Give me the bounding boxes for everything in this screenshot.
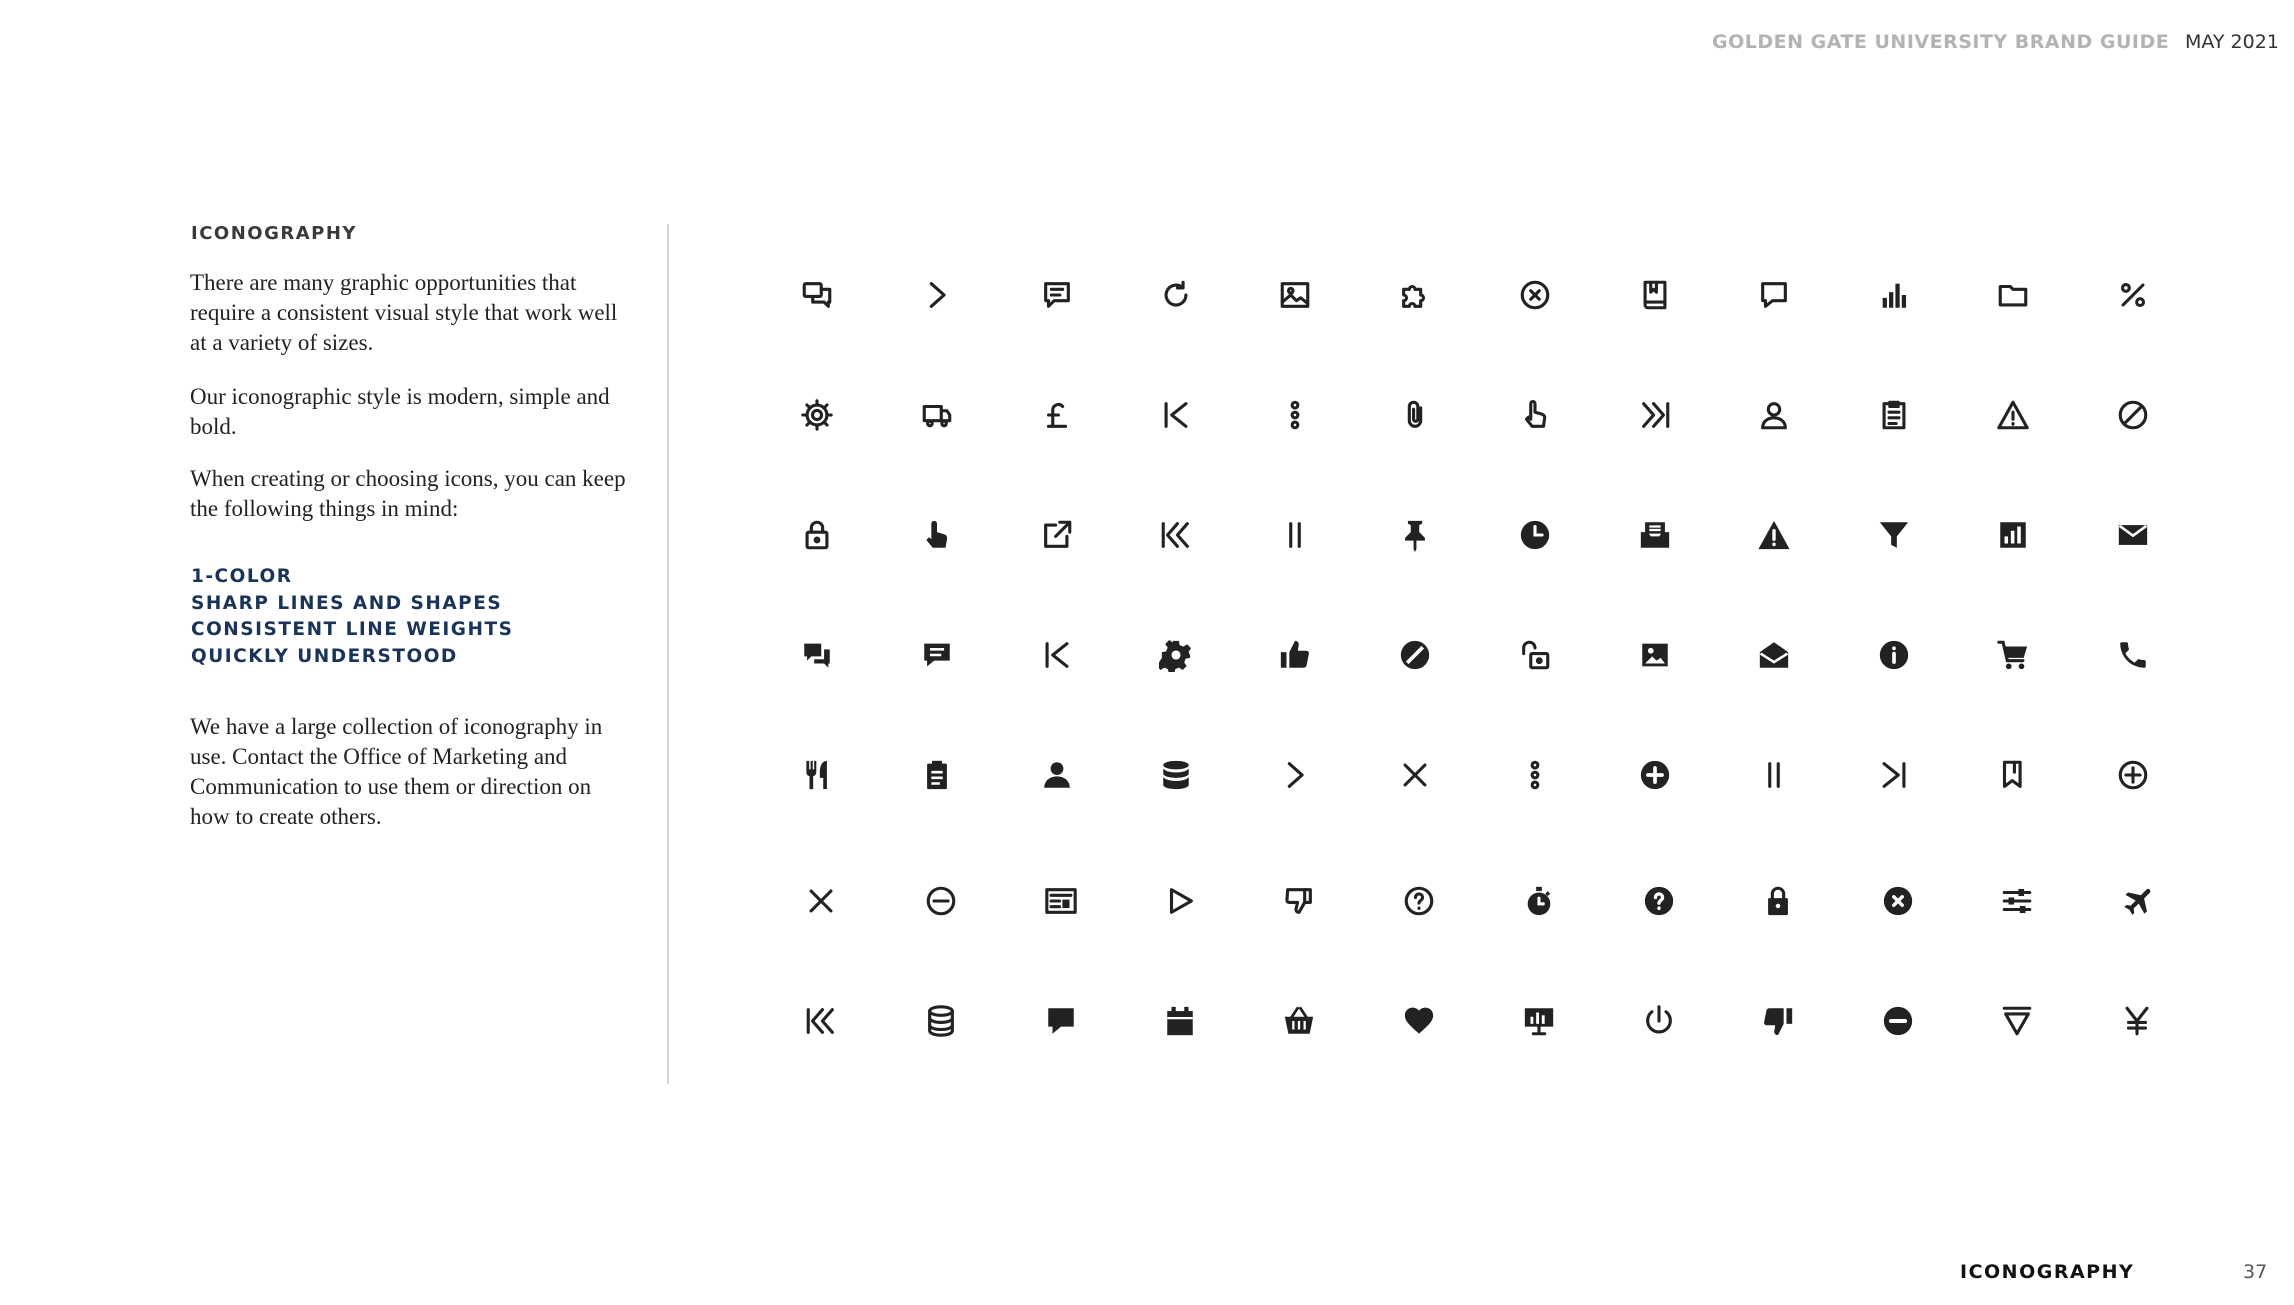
block-solid-icon: [1393, 633, 1437, 677]
mail-icon: [2111, 513, 2155, 557]
pointer-solid-icon: [915, 513, 959, 557]
id-card-icon: [1039, 879, 1083, 923]
triangle-down-icon: [1995, 999, 2039, 1043]
paperclip-icon: [1393, 393, 1437, 437]
close-icon: [799, 879, 843, 923]
puzzle-icon: [1393, 273, 1437, 317]
help-circle-solid-icon: [1637, 879, 1681, 923]
pound-icon: [1035, 393, 1079, 437]
refresh-icon: [1154, 273, 1198, 317]
calendar-icon: [1158, 999, 1202, 1043]
pause-icon: [1752, 753, 1796, 797]
plus-circle-icon: [2111, 753, 2155, 797]
presentation-icon: [1517, 999, 1561, 1043]
database-solid-icon: [1154, 753, 1198, 797]
clock-icon: [1513, 513, 1557, 557]
publication-date: MAY 2021: [2185, 31, 2279, 53]
close-circle-icon: [1513, 273, 1557, 317]
user-icon: [1752, 393, 1796, 437]
heart-icon: [1397, 999, 1441, 1043]
minus-circle-solid-icon: [1876, 999, 1920, 1043]
lock-icon: [795, 513, 839, 557]
inbox-icon: [1633, 513, 1677, 557]
page-number: 37: [2243, 1261, 2268, 1283]
rewind-icon: [799, 999, 843, 1043]
bar-chart-icon: [1872, 273, 1916, 317]
airplane-icon: [2115, 879, 2159, 923]
thumbs-down-icon: [1277, 879, 1321, 923]
minus-circle-icon: [919, 879, 963, 923]
gear-icon: [795, 393, 839, 437]
yen-icon: [2115, 999, 2159, 1043]
principle-item: QUICKLY UNDERSTOOD: [191, 645, 458, 667]
clipboard-solid-icon: [915, 753, 959, 797]
intro-paragraph: There are many graphic opportunities that require a consistent visual style that work well at a variety of sizes.: [190, 270, 618, 355]
sliders-icon: [1995, 879, 2039, 923]
bookmark-icon: [1991, 753, 2035, 797]
power-icon: [1637, 999, 1681, 1043]
chat-bubbles-icon: [795, 273, 839, 317]
lock-solid-icon: [1756, 879, 1800, 923]
basket-icon: [1277, 999, 1321, 1043]
ellipsis-vertical-icon: [1513, 753, 1557, 797]
ellipsis-vertical-icon: [1273, 393, 1317, 437]
pointer-icon: [1513, 393, 1557, 437]
image-solid-icon: [1633, 633, 1677, 677]
percent-icon: [2111, 273, 2155, 317]
skip-end-icon: [1872, 753, 1916, 797]
thumbs-down-solid-icon: [1756, 999, 1800, 1043]
chat-bubbles-solid-icon: [795, 633, 839, 677]
block-icon: [2111, 393, 2155, 437]
style-paragraph: Our iconographic style is modern, simple and bold.: [190, 384, 610, 439]
external-link-icon: [1035, 513, 1079, 557]
play-icon: [1158, 879, 1202, 923]
chart-square-icon: [1991, 513, 2035, 557]
book-icon: [1633, 273, 1677, 317]
plus-circle-solid-icon: [1633, 753, 1677, 797]
close-circle-solid-icon: [1876, 879, 1920, 923]
chevron-right-icon: [915, 273, 959, 317]
section-title: ICONOGRAPHY: [191, 223, 357, 244]
message-icon: [1035, 273, 1079, 317]
principle-item: 1-COLOR: [191, 566, 293, 587]
restaurant-icon: [795, 753, 839, 797]
info-icon: [1872, 633, 1916, 677]
brand-guide-title: GOLDEN GATE UNIVERSITY BRAND GUIDE: [1712, 31, 2170, 53]
contact-paragraph: We have a large collection of iconography in use. Contact the Office of Marketing and Communication to use them or direction on how to create others.: [190, 714, 603, 829]
gear-solid-icon: [1154, 633, 1198, 677]
thumbs-up-icon: [1273, 633, 1317, 677]
phone-icon: [2111, 633, 2155, 677]
filter-icon: [1872, 513, 1916, 557]
database-icon: [919, 999, 963, 1043]
folder-icon: [1991, 273, 2035, 317]
user-solid-icon: [1035, 753, 1079, 797]
stopwatch-icon: [1517, 879, 1561, 923]
speech-bubble-solid-icon: [1039, 999, 1083, 1043]
skip-start-icon: [1035, 633, 1079, 677]
cart-icon: [1991, 633, 2035, 677]
image-icon: [1273, 273, 1317, 317]
speech-bubble-icon: [1752, 273, 1796, 317]
clipboard-icon: [1872, 393, 1916, 437]
principle-item: CONSISTENT LINE WEIGHTS: [191, 619, 514, 640]
help-circle-icon: [1397, 879, 1441, 923]
principle-item: SHARP LINES AND SHAPES: [191, 592, 503, 614]
footer-section-label: ICONOGRAPHY: [1960, 1261, 2135, 1283]
warning-icon: [1991, 393, 2035, 437]
unlock-icon: [1513, 633, 1557, 677]
guidance-paragraph: When creating or choosing icons, you can keep the following things in mind:: [190, 466, 626, 521]
fast-forward-end-icon: [1633, 393, 1677, 437]
warning-solid-icon: [1752, 513, 1796, 557]
rewind-icon: [1154, 513, 1198, 557]
message-solid-icon: [915, 633, 959, 677]
mail-open-icon: [1752, 633, 1796, 677]
chevron-right-icon: [1273, 753, 1317, 797]
skip-start-icon: [1154, 393, 1198, 437]
pin-icon: [1393, 513, 1437, 557]
truck-icon: [915, 393, 959, 437]
pause-icon: [1273, 513, 1317, 557]
close-icon: [1393, 753, 1437, 797]
